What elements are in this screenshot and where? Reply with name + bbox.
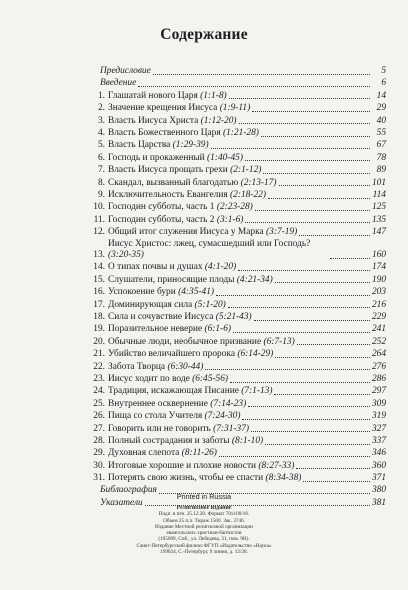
imprint-line: Подп. в печ. 25.12.20. Формат 70х100/16. (158, 511, 250, 518)
dot-leader (268, 198, 370, 199)
table-of-contents (90, 66, 386, 510)
toc-entry[interactable] (90, 128, 386, 139)
toc-entry[interactable] (90, 349, 386, 360)
toc-entry-number: 1. (97, 90, 105, 101)
toc-entry-number: 16. (93, 287, 105, 298)
toc-entry-reference: (2:1-12) (230, 165, 262, 176)
toc-entry-title (100, 66, 151, 77)
toc-entry-page: 297 (371, 386, 386, 397)
toc-entry-number: 10. (93, 202, 105, 213)
toc-entry-title-text: Потерять свою жизнь, чтобы ее спасти (108, 473, 266, 484)
toc-entry-reference: (1:21-28) (223, 127, 259, 138)
toc-entry-title-text: Власть Божественного Царя (108, 127, 223, 138)
toc-entry-number: 13. (93, 250, 105, 261)
toc-entry-reference: (7:1-13) (241, 386, 273, 397)
toc-entry-page: 319 (371, 411, 386, 422)
toc-entry-number: 27. (93, 423, 105, 434)
toc-entry-number: 29. (93, 448, 105, 459)
page-title: Содержание (160, 26, 248, 43)
toc-entry-title-text: Введение (100, 78, 137, 89)
toc-entry-reference: (7:14-23) (210, 398, 247, 409)
toc-entry-number: 8. (97, 177, 105, 188)
dot-leader (303, 481, 370, 482)
toc-entry-reference: (1:29-39) (172, 140, 209, 151)
toc-entry[interactable] (90, 190, 386, 201)
toc-entry[interactable] (90, 275, 386, 286)
dot-leader (211, 148, 370, 149)
toc-entry-reference: (1:40-45) (207, 152, 243, 163)
toc-entry[interactable] (90, 424, 386, 435)
dot-leader (229, 98, 370, 99)
toc-entry-title (108, 399, 246, 410)
toc-entry-number: 2. (97, 103, 105, 114)
dot-leader (228, 307, 370, 308)
toc-entry-page: 40 (376, 115, 386, 126)
toc-entry-number: 28. (93, 435, 105, 446)
toc-entry-page: 229 (371, 312, 386, 323)
publication-imprint (0, 505, 408, 555)
dot-leader (239, 123, 370, 124)
toc-entry-title-text: Сила и сочувствие Иисуса (108, 312, 216, 323)
toc-entry-title-text: Исключительность Евангелия (108, 189, 231, 200)
toc-entry-page: 125 (371, 202, 386, 213)
toc-entry-title (108, 103, 250, 114)
toc-entry[interactable] (90, 287, 386, 298)
toc-entry-page: 6 (381, 78, 386, 89)
toc-entry[interactable] (90, 374, 386, 385)
toc-entry-title (108, 116, 237, 127)
toc-entry-reference: (4:35-41) (178, 287, 215, 298)
toc-entry-number: 15. (93, 274, 105, 285)
toc-entry-number: 9. (97, 189, 105, 200)
toc-entry[interactable] (90, 153, 386, 164)
toc-entry[interactable] (90, 140, 386, 151)
toc-entry-reference: (6:7-13) (263, 336, 295, 347)
toc-entry-reference: (6:14-29) (237, 349, 274, 360)
dot-leader (299, 235, 370, 236)
toc-entry-title (108, 424, 249, 435)
imprint-heading: Религиозное издание (176, 505, 232, 511)
toc-entry[interactable] (90, 461, 386, 472)
dot-leader (297, 344, 370, 345)
toc-entry-page: 147 (371, 227, 386, 238)
toc-entry-title-text: Иисус Христос: лжец, сумасшедший или Господь? (108, 239, 311, 250)
dot-leader (263, 173, 370, 174)
toc-entry-reference: (3:1-6) (216, 214, 244, 225)
toc-entry-title (108, 362, 203, 373)
toc-entry-page: 174 (371, 262, 386, 273)
toc-entry-page: 327 (371, 423, 386, 434)
toc-entry-number: 24. (93, 386, 105, 397)
dot-leader (238, 270, 370, 271)
toc-entry-title (108, 140, 209, 151)
toc-entry-title (108, 153, 243, 164)
toc-entry-title-text: Убийство величайшего пророка (108, 349, 238, 360)
imprint-line: Санкт-Петербургский филиал ФГУП «Издательство «Наука» (136, 542, 272, 549)
toc-entry-title-text: Библиография (100, 485, 157, 496)
toc-entry-number: 30. (93, 460, 105, 471)
toc-entry-number: 21. (93, 349, 105, 360)
toc-entry-page: 286 (371, 373, 386, 384)
toc-entry-title-text: Власть Царства (108, 140, 173, 151)
toc-entry-reference: (5:21-43) (215, 312, 252, 323)
dot-leader (153, 74, 370, 75)
toc-entry-reference: (3:7-19) (266, 227, 298, 238)
imprint-line: 199034, С.-Петербург, 9 линия, д. 12/28. (160, 549, 248, 556)
toc-entry-number: 22. (93, 361, 105, 372)
toc-entry-reference: (4:21-34) (236, 274, 273, 285)
toc-entry-page: 89 (376, 165, 386, 176)
toc-entry-title-text: Указатели (100, 497, 143, 508)
toc-entry-title (108, 461, 294, 472)
toc-entry-title-text: Говорить или не говорить (108, 423, 214, 434)
toc-entry-page: 190 (371, 274, 386, 285)
toc-entry-reference: (2:13-17) (240, 177, 277, 188)
toc-entry[interactable] (90, 178, 386, 189)
toc-entry-title-text: Власть Иисуса прощать грехи (108, 165, 231, 176)
imprint-line: (195009, Спб., ул. Лебедева, 31, пом. 9Н). (158, 536, 250, 543)
toc-entry-title (108, 448, 217, 459)
toc-entry-title (108, 300, 226, 311)
toc-entry[interactable] (90, 227, 386, 238)
dot-leader (138, 86, 370, 87)
imprint-line: евангельских христиан-баптистов (166, 530, 242, 537)
toc-entry-number: 3. (97, 115, 105, 126)
toc-entry-title (108, 91, 227, 102)
toc-entry-page: 67 (376, 140, 386, 151)
toc-entry-page: 276 (371, 361, 386, 372)
toc-entry-title-text: Забота Творца (108, 361, 168, 372)
toc-entry-page: 14 (376, 90, 386, 101)
toc-entry-reference: (1:1-8) (200, 90, 227, 101)
imprint-line: Издание Местной религиозной организации (155, 523, 253, 530)
toc-entry-title-text: Значение крещения Иисуса (108, 103, 220, 114)
dot-leader (205, 369, 370, 370)
toc-entry[interactable] (90, 362, 386, 373)
toc-entry-reference: (7:24-30) (204, 411, 241, 422)
imprint-line: Объем 25 п.л. Тираж 1500. Зак. 3746. (163, 517, 245, 524)
toc-entry-title-text: Внутреннее осквернение (108, 398, 211, 409)
toc-entry[interactable] (90, 337, 386, 348)
toc-entry-title-text: Господин субботы, часть 2 (108, 214, 217, 225)
toc-entry-page: 252 (371, 336, 386, 347)
dot-leader (274, 394, 369, 395)
dot-leader (265, 444, 370, 445)
toc-entry-page: 101 (371, 177, 386, 188)
toc-entry-reference: (8:27-33) (258, 460, 295, 471)
toc-entry-title-text: Итоговые хорошие и плохие новости (108, 460, 259, 471)
toc-entry-page: 29 (376, 103, 386, 114)
toc-entry-title-text: Господин субботы, часть 1 (108, 202, 217, 213)
toc-entry-title (108, 473, 301, 484)
dot-leader (279, 185, 370, 186)
toc-entry-page: 135 (371, 214, 386, 225)
toc-entry-reference: (8:1-10) (231, 435, 264, 446)
toc-entry[interactable] (90, 239, 386, 260)
dot-leader (233, 332, 370, 333)
toc-entry-page: 160 (371, 250, 386, 261)
dot-leader (248, 406, 370, 407)
toc-entry-page: 380 (371, 485, 386, 496)
toc-entry-reference: (6:45-56) (192, 373, 229, 384)
toc-entry-page: 203 (371, 287, 386, 298)
toc-entry[interactable] (90, 436, 386, 447)
toc-entry[interactable] (90, 78, 386, 89)
toc-entry-title-text: Обычные люди, необычное призвание (108, 336, 264, 347)
toc-entry[interactable] (90, 386, 386, 397)
toc-entry-title (108, 239, 328, 260)
toc-entry[interactable] (90, 103, 386, 114)
toc-entry-title-text: Глашатай нового Царя (108, 90, 201, 101)
toc-entry-title (108, 324, 231, 335)
toc-entry[interactable] (90, 411, 386, 422)
dot-leader (230, 382, 370, 383)
toc-entry[interactable] (90, 215, 386, 226)
toc-entry-title (108, 275, 273, 286)
toc-entry-title (108, 190, 266, 201)
toc-entry-title-text: Слушатели, приносящие плоды (108, 274, 237, 285)
toc-entry-reference: (1:12-20) (200, 115, 237, 126)
dot-leader (275, 282, 370, 283)
toc-entry[interactable] (90, 66, 386, 77)
toc-entry-title-text: Власть Иисуса Христа (108, 115, 201, 126)
toc-entry-page: 114 (372, 189, 386, 200)
toc-entry-reference: (4:1-20) (204, 262, 237, 273)
toc-entry-page: 241 (371, 324, 386, 335)
dot-leader (330, 258, 370, 259)
toc-entry-title-text: О типах почвы и душах (108, 262, 205, 273)
dot-leader (296, 468, 370, 469)
printed-in-label: Printed in Russia (176, 492, 232, 501)
toc-entry-title (108, 262, 236, 273)
toc-entry-title (108, 312, 252, 323)
toc-entry[interactable] (90, 202, 386, 213)
toc-entry-title (108, 178, 277, 189)
toc-entry-reference: (6:30-44) (167, 361, 204, 372)
toc-entry-title (108, 227, 297, 238)
toc-entry-reference: (8:34-38) (265, 473, 302, 484)
toc-entry-title-text: Духовная слепота (108, 448, 182, 459)
toc-entry-number: 11. (93, 214, 105, 225)
dot-leader (261, 136, 370, 137)
toc-entry-page: 78 (376, 152, 386, 163)
toc-entry-reference: (5:1-20) (194, 299, 226, 310)
toc-entry-number: 23. (93, 373, 105, 384)
toc-entry-page: 5 (381, 66, 386, 76)
toc-entry[interactable] (90, 91, 386, 102)
toc-entry-page: 371 (371, 473, 386, 484)
toc-entry-number: 19. (93, 324, 105, 335)
toc-entry-number: 12. (93, 227, 105, 238)
toc-entry-number: 6. (97, 152, 105, 163)
toc-entry-title-text: Полный сострадания и заботы (108, 435, 232, 446)
toc-entry-page: 346 (371, 448, 386, 459)
toc-entry-title (108, 287, 214, 298)
toc-entry-page: 309 (371, 398, 386, 409)
dot-leader (216, 295, 370, 296)
toc-entry-page: 55 (376, 127, 386, 138)
toc-entry[interactable] (90, 262, 386, 273)
dot-leader (219, 456, 370, 457)
toc-entry-title (108, 374, 228, 385)
toc-entry-reference: (7:31-37) (213, 423, 250, 434)
toc-entry-title (108, 349, 273, 360)
dot-leader (254, 320, 370, 321)
toc-entry-title (100, 78, 136, 89)
toc-entry-title (108, 215, 243, 226)
toc-entry-number: 7. (97, 165, 105, 176)
toc-entry-page: 264 (371, 349, 386, 360)
toc-entry-title-text: Доминирующая сила (108, 299, 195, 310)
toc-entry-reference: (8:11-26) (181, 448, 217, 459)
toc-entry[interactable] (90, 399, 386, 410)
toc-entry-title-text: Пища со стола Учителя (108, 411, 205, 422)
dot-leader (245, 222, 370, 223)
toc-entry[interactable] (90, 116, 386, 127)
toc-entry-title-text: Успокоение бури (108, 287, 179, 298)
toc-entry-number: 26. (93, 411, 105, 422)
toc-entry-title-text: Иисус ходит по воде (108, 373, 193, 384)
toc-entry-title-text: Поразительное неверие (108, 324, 205, 335)
toc-entry-title (108, 165, 261, 176)
toc-entry-title-text: Предисловие (100, 66, 151, 76)
dot-leader (242, 419, 369, 420)
toc-entry-number: 18. (93, 312, 105, 323)
toc-entry-number: 5. (97, 140, 105, 151)
toc-entry-number: 4. (97, 127, 105, 138)
toc-entry-title (108, 202, 253, 213)
toc-entry-page: 216 (371, 299, 386, 310)
toc-entry-page: 360 (371, 460, 386, 471)
toc-entry[interactable] (90, 448, 386, 459)
toc-entry-title (108, 386, 272, 397)
toc-entry-reference: (1:9-11) (219, 103, 251, 114)
toc-entry-title-text: Традиция, искажающая Писание (108, 386, 242, 397)
toc-entry-title-text: Скандал, вызванный благодатью (108, 177, 241, 188)
toc-entry-number: 17. (93, 299, 105, 310)
toc-entry-title (108, 411, 240, 422)
toc-entry-title-text: Господь и прокаженный (108, 152, 208, 163)
toc-entry[interactable] (90, 324, 386, 335)
toc-entry-page: 337 (371, 435, 386, 446)
toc-entry-number: 20. (93, 336, 105, 347)
toc-entry-number: 14. (93, 262, 105, 273)
toc-entry[interactable] (90, 300, 386, 311)
toc-entry-title-text: Общий итог служения Иисуса у Марка (108, 227, 267, 238)
toc-entry-title (108, 128, 259, 139)
toc-entry-number: 31. (93, 473, 105, 484)
dot-leader (251, 431, 370, 432)
toc-entry[interactable] (90, 312, 386, 323)
dot-leader (255, 210, 370, 211)
toc-entry[interactable] (90, 473, 386, 484)
dot-leader (245, 160, 370, 161)
toc-entry-page: 381 (371, 497, 386, 508)
toc-entry-reference: (3:20-35) (108, 250, 144, 261)
toc-entry-reference: (6:1-6) (204, 324, 232, 335)
toc-entry-reference: (2:23-28) (216, 202, 253, 213)
dot-leader (252, 111, 370, 112)
toc-entry-title (108, 436, 263, 447)
toc-entry-reference: (2:18-22) (230, 189, 266, 200)
toc-entry[interactable] (90, 165, 386, 176)
toc-entry-title (108, 337, 295, 348)
dot-leader (275, 357, 370, 358)
toc-entry-number: 25. (93, 398, 105, 409)
